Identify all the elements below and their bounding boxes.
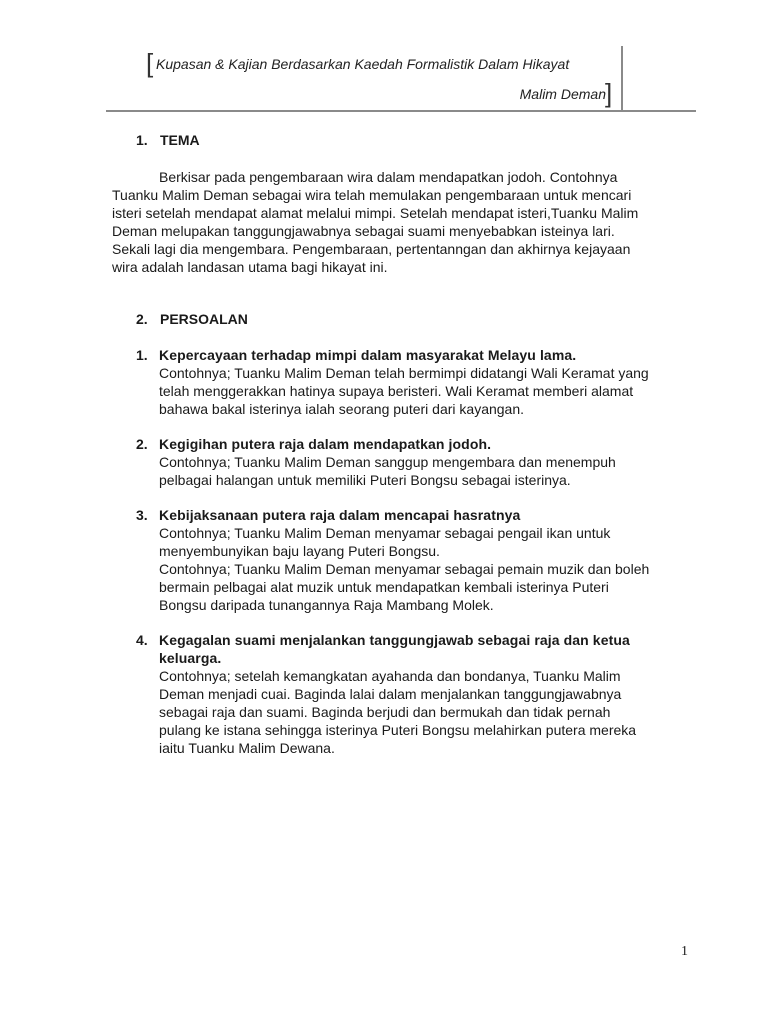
item-title: Kegagalan suami menjalankan tanggungjawab sebagai raja dan ketua (159, 632, 630, 648)
paragraph-line: Tuanku Malim Deman sebagai wira telah memulakan pengembaraan untuk mencari (112, 187, 632, 203)
item-line: Bongsu daripada tunangannya Raja Mambang Molek. (159, 597, 494, 613)
item-title-continued: keluarga. (159, 650, 222, 666)
item-body (159, 346, 699, 418)
section-number: 2. (136, 311, 148, 327)
header-title-line1: Kupasan & Kajian Berdasarkan Kaedah Formalistik Dalam Hikayat (156, 56, 570, 72)
item-title: Kegigihan putera raja dalam mendapatkan jodoh. (159, 436, 492, 452)
item-line: Contohnya; Tuanku Malim Deman telah bermimpi didatangi Wali Keramat yang (159, 365, 649, 381)
item-line: bahawa bakal isterinya ialah seorang puteri dari kayangan. (159, 401, 525, 417)
item-line: Deman menjadi cuai. Baginda lalai dalam menjalankan tanggungjawabnya (159, 686, 622, 702)
item-body (159, 435, 699, 489)
paragraph-line: wira adalah landasan utama bagi hikayat ini. (112, 259, 388, 275)
section-title: TEMA (160, 132, 200, 148)
section-number: 1. (136, 132, 148, 148)
header-rule (106, 110, 696, 112)
item-title: Kebijaksanaan putera raja dalam mencapai hasratnya (159, 507, 521, 523)
item-line: menyembunyikan baju layang Puteri Bongsu. (159, 543, 440, 559)
page-number: 1 (681, 944, 688, 959)
item-number: 1. (136, 347, 148, 363)
header-bracket-close: ] (605, 78, 613, 108)
item-number: 3. (136, 507, 148, 523)
item-line: Contohnya; Tuanku Malim Deman sanggup mengembara dan menempuh (159, 454, 616, 470)
paragraph-line: Berkisar pada pengembaraan wira dalam mendapatkan jodoh. Contohnya (159, 169, 618, 185)
tema-paragraph (112, 168, 682, 276)
item-body (159, 506, 699, 614)
paragraph-line: Deman melupakan tanggungjawabnya sebagai suami menyebabkan isteinya lari. (112, 223, 615, 239)
item-line: telah menggerakkan hatinya supaya beristeri. Wali Keramat memberi alamat (159, 383, 634, 399)
item-line: sebagai raja dan suami. Baginda berjudi dan bermukah dan tidak pernah (159, 704, 611, 720)
section-title: PERSOALAN (160, 311, 248, 327)
item-line: pelbagai halangan untuk memiliki Puteri Bongsu sebagai isterinya. (159, 472, 571, 488)
item-line: Contohnya; Tuanku Malim Deman menyamar sebagai pengail ikan untuk (159, 525, 611, 541)
item-line: iaitu Tuanku Malim Dewana. (159, 740, 335, 756)
item-number: 2. (136, 436, 148, 452)
item-title: Kepercayaan terhadap mimpi dalam masyarakat Melayu lama. (159, 347, 577, 363)
header-bracket-open: [ (146, 48, 154, 78)
item-number: 4. (136, 632, 148, 648)
item-line: Contohnya; setelah kemangkatan ayahanda dan bondanya, Tuanku Malim (159, 668, 621, 684)
header-title-line2: Malim Deman (519, 86, 606, 102)
header-vertical-rule (621, 46, 623, 110)
item-line: pulang ke istana sehingga isterinya Puteri Bongsu melahirkan putera mereka (159, 722, 637, 738)
paragraph-line: Sekali lagi dia mengembara. Pengembaraan, pertentanngan dan akhirnya kejayaan (112, 241, 631, 257)
item-line: Contohnya; Tuanku Malim Deman menyamar sebagai pemain muzik dan boleh (159, 561, 650, 577)
item-line: bermain pelbagai alat muzik untuk mendapatkan kembali isterinya Puteri (159, 579, 609, 595)
item-body (159, 631, 699, 757)
paragraph-line: isteri setelah mendapat alamat melalui mimpi. Setelah mendapat isteri,Tuanku Malim (112, 205, 639, 221)
